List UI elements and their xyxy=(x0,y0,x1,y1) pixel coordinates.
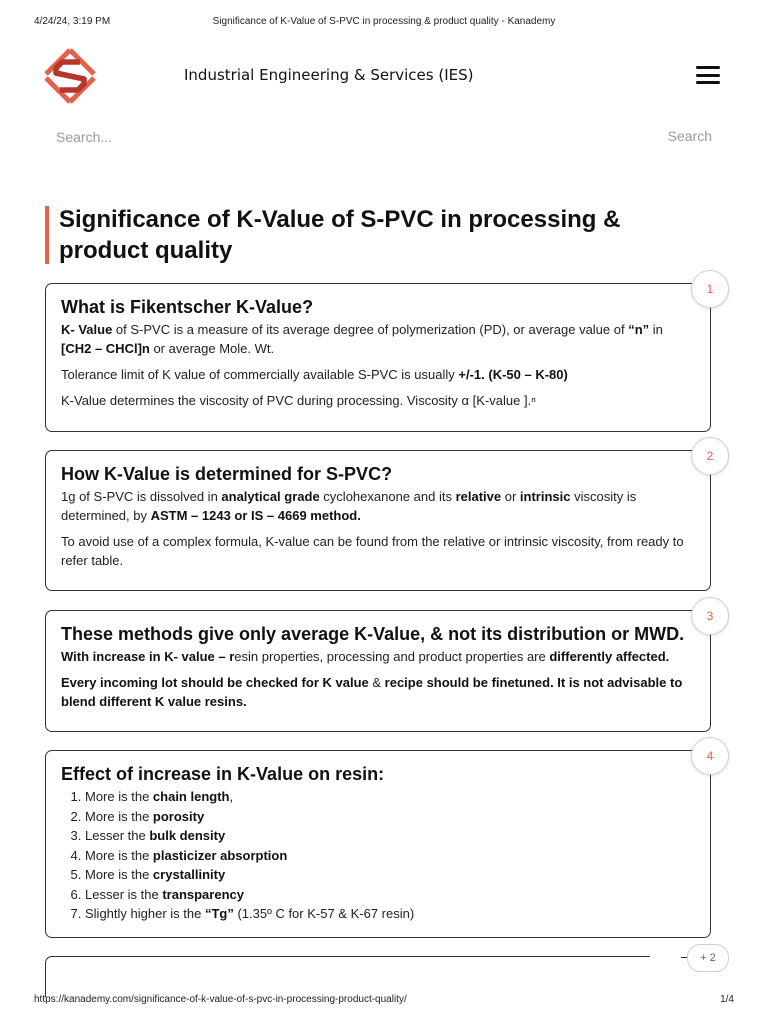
list-item: 3. Lesser the bulk density xyxy=(85,826,696,846)
s-logo-icon[interactable] xyxy=(40,46,100,106)
print-footer xyxy=(34,994,734,1008)
card-paragraph: K-Value determines the viscosity of PVC during processing. Viscosity α [K-value ].ⁿ xyxy=(61,393,536,408)
print-header xyxy=(34,16,734,30)
page-title: Significance of K-Value of S-PVC in processing & product quality xyxy=(59,206,621,264)
page-title-block xyxy=(45,204,705,266)
menu-line xyxy=(696,81,720,84)
card-title: Effect of increase in K-Value on resin: xyxy=(61,764,385,784)
content-card-5-partial xyxy=(45,956,650,997)
card-title: What is Fikentscher K-Value? xyxy=(61,297,314,317)
site-name[interactable]: Industrial Engineering & Services (IES) xyxy=(184,66,474,84)
s-logo-svg xyxy=(40,46,100,106)
menu-line xyxy=(696,66,720,69)
list-item: 2. More is the porosity xyxy=(85,807,696,827)
content-card-1 xyxy=(45,282,714,432)
list-item: 7. Slightly higher is the “Tg” (1.35º C for K-57 & K-67 resin) xyxy=(85,904,696,924)
print-page-number: 1/4 xyxy=(720,994,734,1005)
hamburger-menu-icon[interactable] xyxy=(696,66,720,84)
list-item: 5. More is the crystallinity xyxy=(85,865,696,885)
title-accent-bar xyxy=(45,206,49,264)
search-bar xyxy=(46,122,712,154)
card-number-badge: 2 xyxy=(691,437,729,475)
card-paragraph: 1g of S-PVC is dissolved in analytical grade cyclohexanone and its relative or intrinsic viscosity is determined, by ASTM – 1243 or IS – 4669 method. xyxy=(61,489,637,523)
site-header xyxy=(40,46,720,106)
card-paragraph: Tolerance limit of K value of commercially available S-PVC is usually +/-1. (K-50 – K-80) xyxy=(61,367,568,382)
list-item: 6. Lesser is the transparency xyxy=(85,885,696,905)
card-number-badge: 1 xyxy=(691,270,729,308)
card-number-badge: 4 xyxy=(691,737,729,775)
card-title: These methods give only average K-Value, & not its distribution or MWD. xyxy=(61,624,685,644)
search-button[interactable]: Search xyxy=(667,128,712,144)
list-item: 1. More is the chain length, xyxy=(85,787,696,807)
card-paragraph: Every incoming lot should be checked for K value & recipe should be finetuned. It is not advisable to blend different K value resins. xyxy=(61,675,683,709)
effects-list xyxy=(61,787,696,924)
print-url: https://kanademy.com/significance-of-k-value-of-s-pvc-in-processing-product-quality/ xyxy=(34,994,407,1005)
card-paragraph: With increase in K- value – resin properties, processing and product properties are differently affected. xyxy=(61,649,670,664)
content-card-3 xyxy=(45,609,714,732)
card-number-badge: 3 xyxy=(691,597,729,635)
menu-line xyxy=(696,74,720,77)
print-doc-title: Significance of K-Value of S-PVC in processing & product quality - Kanademy xyxy=(212,16,556,27)
card-paragraph: To avoid use of a complex formula, K-value can be found from the relative or intrinsic viscosity, from ready to refer table. xyxy=(61,534,684,568)
content-card-2 xyxy=(45,449,714,591)
card-paragraph: K- Value of S-PVC is a measure of its average degree of polymerization (PD), or average value of “n” in [CH2 – CHCl]n or average Mole. Wt. xyxy=(61,322,663,356)
print-datetime: 4/24/24, 3:19 PM xyxy=(34,16,111,27)
list-item: 4. More is the plasticizer absorption xyxy=(85,846,696,866)
search-input[interactable] xyxy=(46,122,586,152)
card-title: How K-Value is determined for S-PVC? xyxy=(61,464,393,484)
more-items-badge[interactable]: + 2 xyxy=(687,944,729,972)
content-card-4 xyxy=(45,749,714,938)
